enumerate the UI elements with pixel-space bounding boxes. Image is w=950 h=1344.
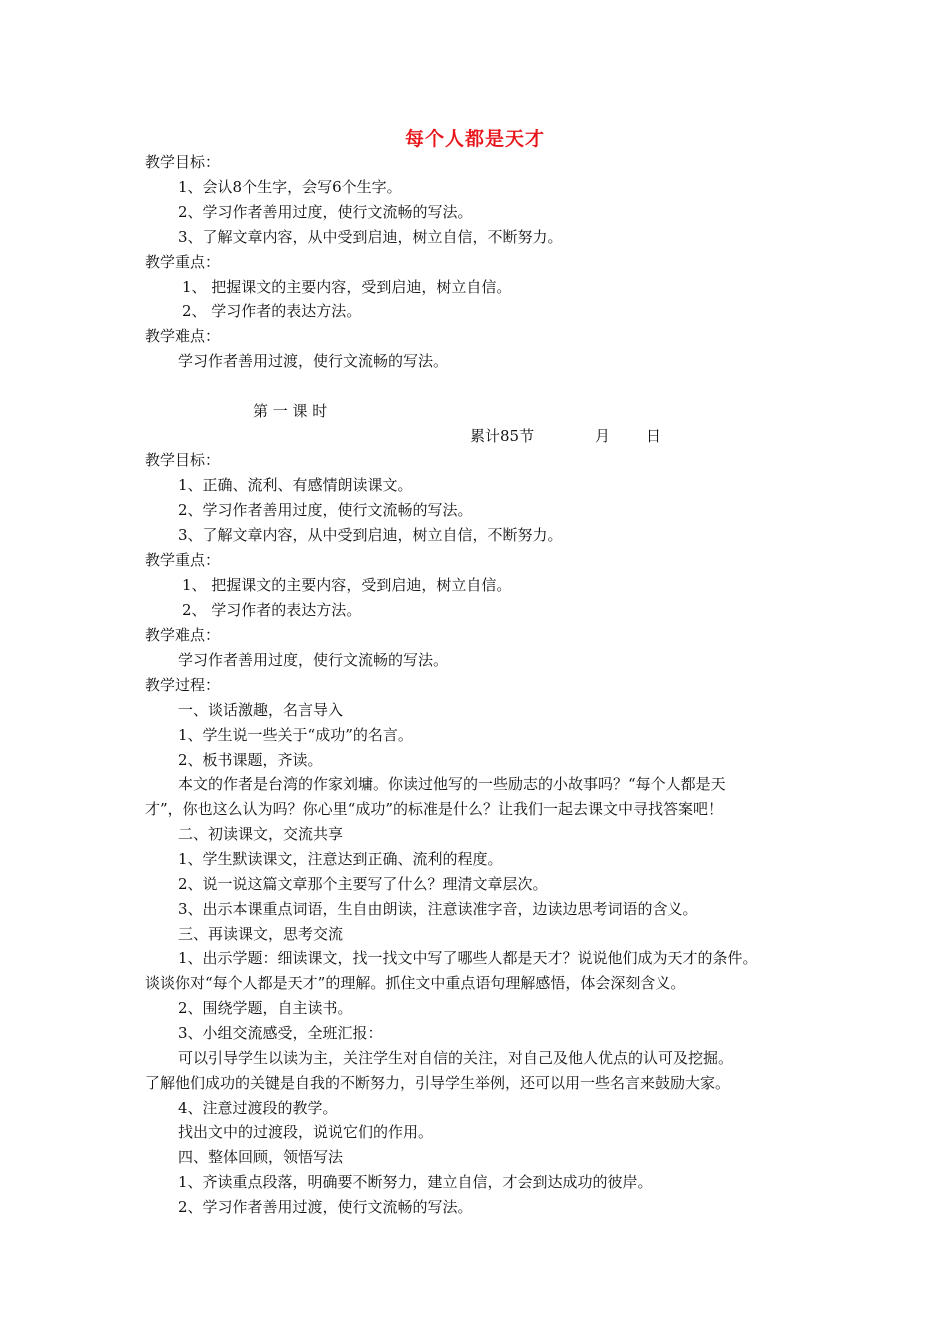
process-line: 2、板书课题，齐读。 — [178, 751, 323, 769]
process-line: 一、谈话激趣，名言导入 — [178, 701, 344, 719]
document-title: 每个人都是天才 — [404, 128, 545, 150]
process-line: 4、注意过渡段的教学。 — [178, 1099, 338, 1117]
process-heading: 教学过程： — [145, 676, 221, 694]
process-line: 3、出示本课重点词语，生自由朗读，注意读准字音，边读边思考词语的含义。 — [178, 900, 698, 918]
process-line: 三、再读课文，思考交流 — [178, 925, 344, 943]
lesson-day: 日 — [646, 427, 662, 445]
overview-difficulty: 学习作者善用过渡，使行文流畅的写法。 — [178, 352, 449, 370]
overview-goals-heading: 教学目标： — [145, 153, 221, 171]
overview-goal-1: 1、会认8个生字，会写6个生字。 — [178, 178, 402, 196]
process-line: 了解他们成功的关键是自我的不断努力，引导学生举例，还可以用一些名言来鼓励大家。 — [145, 1074, 731, 1092]
lesson-heading: 第 一 课 时 — [253, 402, 328, 420]
lesson-key-heading: 教学重点： — [145, 551, 221, 569]
process-line: 四、整体回顾，领悟写法 — [178, 1148, 344, 1166]
process-line: 找出文中的过渡段，说说它们的作用。 — [178, 1123, 434, 1141]
process-line: 才”，你也这么认为吗？你心里“成功”的标准是什么？让我们一起去课文中寻找答案吧！ — [145, 800, 724, 818]
process-line: 谈谈你对“每个人都是天才”的理解。抓住文中重点语句理解感悟，体会深刻含义。 — [145, 974, 686, 992]
lesson-goals-heading: 教学目标： — [145, 451, 221, 469]
process-line: 2、说一说这篇文章那个主要写了什么？理清文章层次。 — [178, 875, 548, 893]
overview-key-heading: 教学重点： — [145, 253, 221, 271]
lesson-key-2: 2、 学习作者的表达方法。 — [182, 601, 362, 619]
overview-key-1: 1、 把握课文的主要内容，受到启迪，树立自信。 — [182, 278, 512, 296]
process-line: 1、学生说一些关于“成功”的名言。 — [178, 726, 413, 744]
lesson-goal-2: 2、学习作者善用过度，使行文流畅的写法。 — [178, 501, 473, 519]
process-line: 2、学习作者善用过渡，使行文流畅的写法。 — [178, 1198, 473, 1216]
lesson-month: 月 — [595, 427, 611, 445]
process-line: 1、出示学题：细读课文，找一找文中写了哪些人都是天才？说说他们成为天才的条件。 — [178, 949, 758, 967]
lesson-difficulty: 学习作者善用过度，使行文流畅的写法。 — [178, 651, 449, 669]
overview-difficulty-heading: 教学难点： — [145, 327, 221, 345]
process-line: 1、齐读重点段落，明确要不断努力，建立自信，才会到达成功的彼岸。 — [178, 1173, 653, 1191]
lesson-key-1: 1、 把握课文的主要内容，受到启迪，树立自信。 — [182, 576, 512, 594]
lesson-difficulty-heading: 教学难点： — [145, 626, 221, 644]
process-line: 2、围绕学题，自主读书。 — [178, 999, 353, 1017]
process-line: 本文的作者是台湾的作家刘墉。你读过他写的一些励志的小故事吗？“每个人都是天 — [178, 775, 726, 793]
overview-goal-2: 2、学习作者善用过度，使行文流畅的写法。 — [178, 203, 473, 221]
lesson-counter: 累计85节 — [470, 427, 535, 445]
process-line: 1、学生默读课文，注意达到正确、流利的程度。 — [178, 850, 503, 868]
process-line: 可以引导学生以读为主，关注学生对自信的关注，对自己及他人优点的认可及挖掘。 — [178, 1049, 734, 1067]
lesson-goal-3: 3、了解文章内容，从中受到启迪，树立自信，不断努力。 — [178, 526, 563, 544]
process-line: 二、初读课文，交流共享 — [178, 825, 344, 843]
lesson-goal-1: 1、正确、流利、有感情朗读课文。 — [178, 476, 413, 494]
overview-key-2: 2、 学习作者的表达方法。 — [182, 302, 362, 320]
overview-goal-3: 3、了解文章内容，从中受到启迪，树立自信，不断努力。 — [178, 228, 563, 246]
process-line: 3、小组交流感受，全班汇报： — [178, 1024, 383, 1042]
